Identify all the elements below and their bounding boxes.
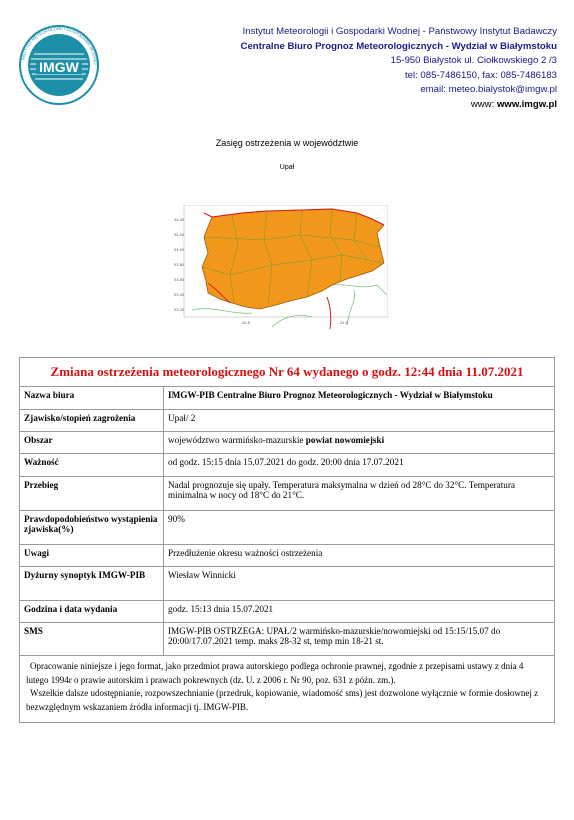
y-tick: 53.60 <box>174 278 185 282</box>
warning-table <box>19 357 555 723</box>
y-tick: 53.40 <box>174 293 185 297</box>
y-tick: 54.40 <box>174 218 185 222</box>
www-link[interactable]: www.imgw.pl <box>496 98 557 110</box>
header-line1: Instytut Meteorologii i Gospodarki Wodnej - Państwowy Instytut Badawczy <box>242 26 557 37</box>
x-tick: 20.0 <box>242 321 251 325</box>
row-label: Nazwa biura <box>20 387 164 410</box>
county-name: powiat nowomiejski <box>305 435 385 445</box>
warning-title: Zmiana ostrzeżenia meteorologicznego Nr 64 wydanego o godz. 12:44 dnia 11.07.2021 <box>20 358 555 387</box>
header-email: email: meteo.bialystok@imgw.pl <box>420 84 557 96</box>
row-label: Uwagi <box>20 545 164 567</box>
row-label: Przebieg <box>20 477 164 511</box>
row-value: godz. 15:13 dnia 15.07.2021 <box>164 601 555 623</box>
map-title: Zasięg ostrzeżenia w województwie <box>215 138 359 148</box>
copyright-text-1: Opracowanie niniejsze i jego format, jako przedmiot prawa autorskiego podlega ochronie prawnej, zgodnie z przepisami ustawy z dnia 4 lutego 1994r o prawie autorskim i prawach pokrewnych (dz. U. z 2006 r. Nr 90, poz. 631 z późn. zm.). <box>26 661 524 685</box>
header-phone: tel: 085-7486150, fax: 085-7486183 <box>404 69 557 81</box>
logo-ring-text: INSTYTUT METEOROLOGII I GOSPODARKI WODNEJ <box>20 25 99 65</box>
warning-area-map <box>172 205 388 329</box>
row-value: Upał/ 2 <box>164 410 555 432</box>
row-value: Wiesław Winnicki <box>164 567 555 601</box>
row-label: Dyżurny synoptyk IMGW-PIB <box>20 567 164 601</box>
row-label: SMS <box>20 623 164 656</box>
y-tick: 53.20 <box>174 308 185 312</box>
row-value: województwo warmińsko-mazurskie powiat nowomiejski <box>164 432 555 454</box>
row-value: IMGW-PIB OSTRZEGA: UPAŁ/2 warmińsko-mazurskie/nowomiejski od 15:15/15.07 do 20:00/17.07.2021 temp. maks 28-32 st, temp min 18-21 st. <box>164 623 555 656</box>
map-subtitle: Upał <box>279 164 295 171</box>
institution-header <box>241 25 557 113</box>
y-tick: 54.20 <box>174 233 185 237</box>
header-www: www: www.imgw.pl <box>470 98 557 110</box>
email-link[interactable]: meteo.bialystok@imgw.pl <box>448 84 557 96</box>
row-value: IMGW-PIB Centralne Biuro Prognoz Meteorologicznych - Wydział w Białymstoku <box>164 387 555 410</box>
row-label: Zjawisko/stopień zagrożenia <box>20 410 164 432</box>
header-line2: Centralne Biuro Prognoz Meteorologicznych - Wydział w Białymstoku <box>240 40 557 52</box>
row-label: Godzina i data wydania <box>20 601 164 623</box>
copyright-text-2: Wszelkie dalsze udostępnianie, rozpowszechnianie (przedruk, kopiowanie, wiadomość sms) jest dozwolone wyłącznie w formie dosłownej z bezwzględnym wskazaniem źródła informacji tj. IMGW-PIB. <box>26 688 539 712</box>
header-address: 15-950 Białystok ul. Ciołkowskiego 2 /3 <box>390 55 557 67</box>
row-value: Nadal prognozuje się upały. Temperatura maksymalna w dzień od 28°C do 32°C. Temperatura minimalna w nocy od 18°C do 21°C. <box>164 477 555 511</box>
row-value: Przedłużenie okresu ważności ostrzeżenia <box>164 545 555 567</box>
y-tick: 54.00 <box>174 248 185 252</box>
logo-text: IMGW <box>39 59 79 75</box>
x-tick: 22.0 <box>340 321 349 325</box>
row-value: od godz. 15:15 dnia 15.07.2021 do godz. 20:00 dnia 17.07.2021 <box>164 454 555 477</box>
row-label: Prawdopodobieństwo wystąpienia zjawiska(%) <box>20 511 164 545</box>
row-label: Obszar <box>20 432 164 454</box>
copyright-notice <box>20 656 555 723</box>
y-tick: 53.80 <box>174 263 185 267</box>
imgw-logo <box>18 24 100 106</box>
row-label: Ważność <box>20 454 164 477</box>
row-value: 90% <box>164 511 555 545</box>
